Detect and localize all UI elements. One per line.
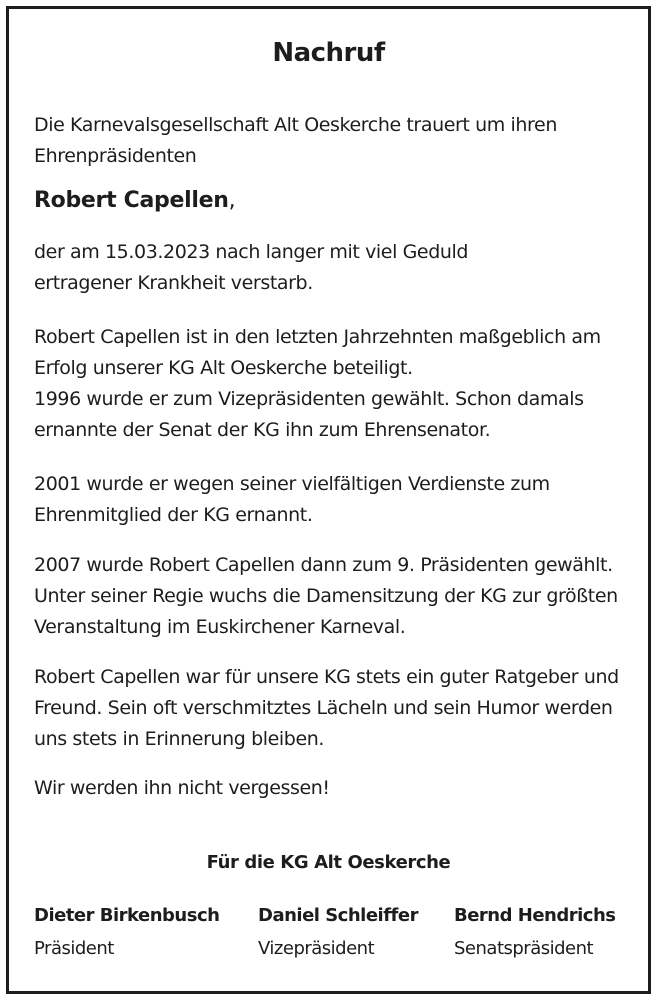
signatory-2 bbox=[258, 899, 418, 965]
signatory-name: Dieter Birkenbusch bbox=[34, 905, 220, 926]
signatory-role: Vizepräsident bbox=[258, 938, 375, 959]
signatory-role: Präsident bbox=[34, 938, 114, 959]
signoff-line: Für die KG Alt Oeskerche bbox=[206, 852, 451, 873]
signatory-name: Bernd Hendrichs bbox=[454, 905, 616, 926]
death-text: der am 15.03.2023 nach langer mit viel Geduld ertragener Krankheit verstarb. bbox=[34, 241, 469, 294]
intro-text: Die Karnevalsgesellschaft Alt Oeskerche trauert um ihren Ehrenpräsidenten bbox=[34, 114, 557, 167]
signatory-role: Senatspräsident bbox=[454, 938, 594, 959]
paragraph-1996: 1996 wurde er zum Vizepräsidenten gewählt. Schon damals ernannte der Senat der KG ihn zum Ehrensenator. bbox=[34, 388, 584, 441]
paragraph-merit: Robert Capellen ist in den letzten Jahrzehnten maßgeblich am Erfolg unserer KG Alt Oeskerche beteiligt. bbox=[34, 326, 601, 379]
deceased-name: Robert Capellen bbox=[34, 188, 229, 213]
paragraph-tribute: Robert Capellen war für unsere KG stets ein guter Ratgeber und Freund. Sein oft verschmitztes Lächeln und sein Humor werden uns stets in Erinnerung bleiben. bbox=[34, 666, 619, 750]
signatory-3 bbox=[454, 899, 616, 965]
page-title: Nachruf bbox=[272, 38, 385, 68]
paragraph-2001: 2001 wurde er wegen seiner vielfältigen Verdienste zum Ehrenmitglied der KG ernannt. bbox=[34, 473, 550, 526]
paragraph-closing: Wir werden ihn nicht vergessen! bbox=[34, 777, 330, 799]
paragraph-2007: 2007 wurde Robert Capellen dann zum 9. Präsidenten gewählt. Unter seiner Regie wuchs die Damensitzung der KG zur größten Veranstaltung im Euskirchener Karneval. bbox=[34, 554, 618, 638]
signatory-1 bbox=[34, 899, 219, 965]
deceased-name-suffix: , bbox=[228, 188, 236, 213]
deceased-name-line bbox=[34, 188, 235, 213]
signatory-name: Daniel Schleiffer bbox=[258, 905, 418, 926]
